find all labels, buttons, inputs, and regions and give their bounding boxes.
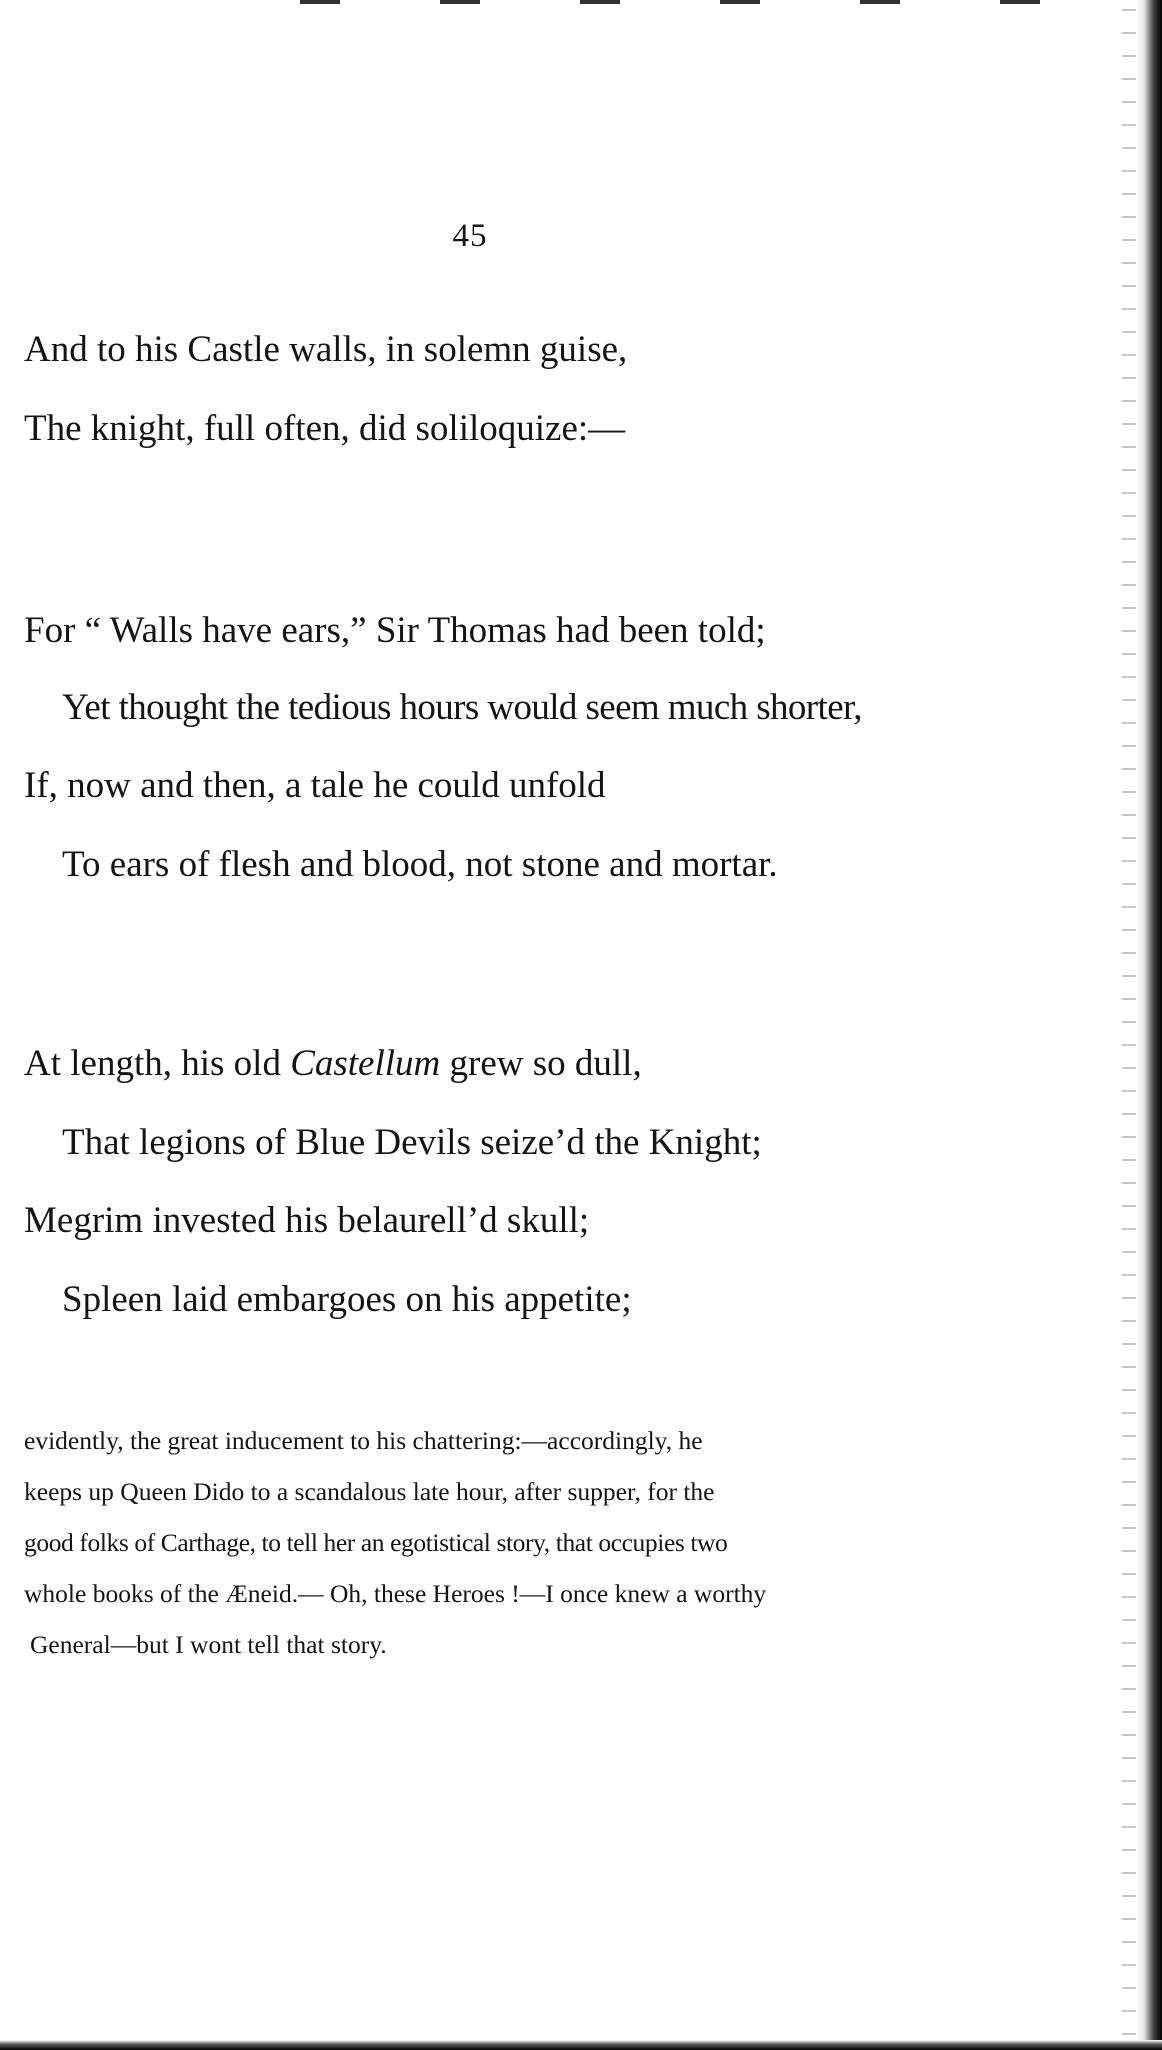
verse-line: Spleen laid embargoes on his appetite;	[62, 1279, 632, 1320]
scan-bottom-edge	[0, 2040, 1162, 2050]
verse-line: To ears of flesh and blood, not stone and mortar.	[62, 844, 778, 885]
verse-line: The knight, full often, did soliloquize:—	[24, 408, 626, 449]
footnote-line: keeps up Queen Dido to a scandalous late hour, after supper, for the	[24, 1477, 715, 1506]
footnote-line: good folks of Carthage, to tell her an egotistical story, that occupies two	[24, 1528, 728, 1557]
verse-line: And to his Castle walls, in solemn guise,	[24, 329, 628, 370]
scan-top-edge	[300, 0, 1120, 4]
scan-right-edge-specks	[1122, 0, 1136, 2050]
italic-word: Castellum	[290, 1043, 441, 1084]
verse-line	[24, 1045, 642, 1082]
verse-line: For “ Walls have ears,” Sir Thomas had been told;	[24, 610, 766, 651]
footnote-line: evidently, the great inducement to his chattering:—accordingly, he	[24, 1426, 703, 1455]
verse-line: Megrim invested his belaurell’d skull;	[24, 1200, 590, 1241]
scan-right-edge	[1136, 0, 1162, 2050]
verse-text: grew so dull,	[440, 1043, 642, 1084]
page-number: 45	[452, 218, 488, 254]
footnote-line: whole books of the Æneid.— Oh, these Heroes !—I once knew a worthy	[24, 1579, 767, 1608]
verse-line: That legions of Blue Devils seize’d the Knight;	[62, 1122, 762, 1163]
verse-line: If, now and then, a tale he could unfold	[24, 765, 606, 806]
verse-text: At length, his old	[24, 1043, 291, 1084]
footnote	[24, 1415, 936, 1670]
footnote-line: General—but I wont tell that story.	[30, 1630, 387, 1659]
verse-line: Yet thought the tedious hours would seem much shorter,	[62, 687, 862, 728]
